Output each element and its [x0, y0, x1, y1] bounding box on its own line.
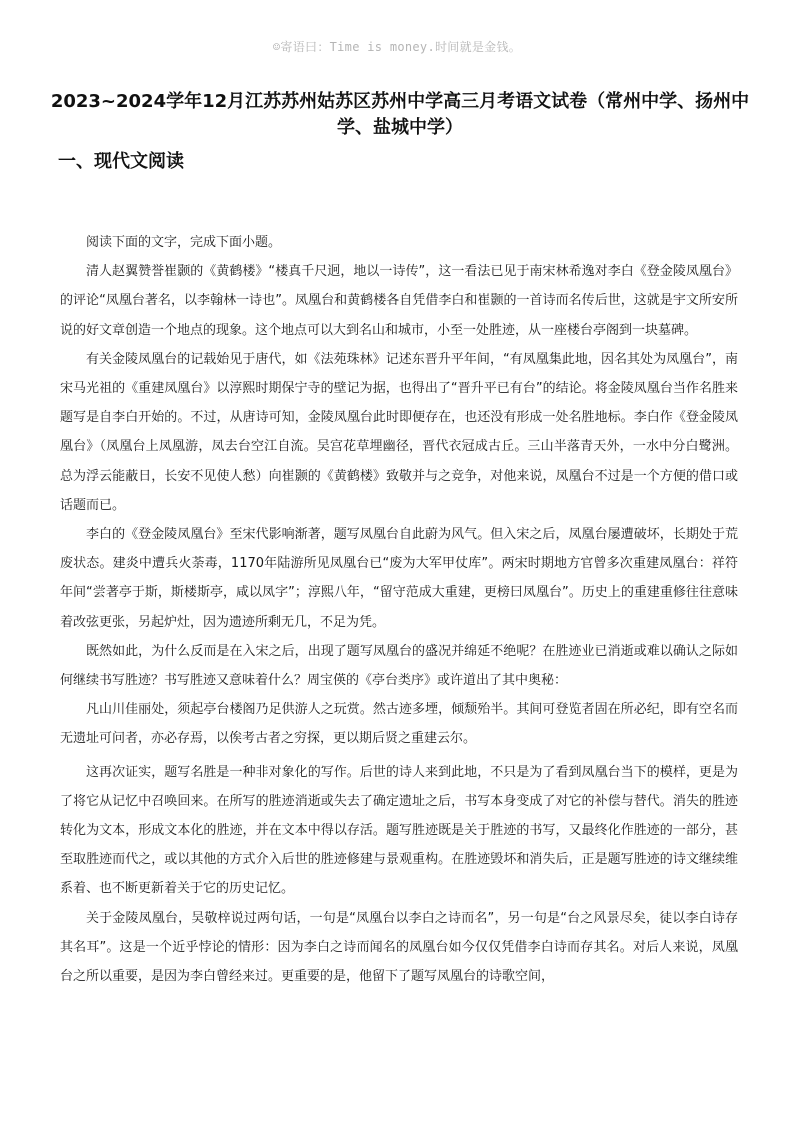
passage-instruction: 阅读下面的文字，完成下面小题。 [86, 235, 282, 250]
section-heading: 一、现代文阅读 [58, 151, 184, 172]
reading-passage [60, 228, 738, 991]
passage-paragraph: 李白的《登金陵凤凰台》至宋代影响渐著，题写凤凰台自此蔚为风气。但入宋之后，凤凰台屡遭破坏，长期处于荒废状态。建炎中遭兵火荼毒，1170年陆游所见凤凰台已“废为大军甲仗库”。两宋时期地方官曾多次重建凤凰台：祥符年间“尝著亭于斯，斯楼斯亭，咸以凤字”；淳熙八年，“留守范成大重建，更榜曰凤凰台”。历史上的重建重修往往意味着改弦更张，另起炉灶，因为遗迹所剩无几，不足为凭。 [60, 527, 738, 630]
header-motto: ☺寄语曰：Time is money.时间就是金钱。 [272, 40, 522, 54]
passage-paragraph: 有关金陵凤凰台的记载始见于唐代，如《法苑珠林》记述东晋升平年间，“有凤凰集此地，因名其处为凤凰台”，南宋马光祖的《重建凤凰台》以淳熙时期保宁寺的壁记为据，也得出了“晋升平已有台”的结论。将金陵凤凰台当作名胜来题写是自李白开始的。不过，从唐诗可知，金陵凤凰台此时即便存在，也还没有形成一处名胜地标。李白作《登金陵凤凰台》（凤凰台上凤凰游，凤去台空江自流。吴宫花草埋幽径，晋代衣冠成古丘。三山半落青天外，一水中分白鹭洲。总为浮云能蔽日，长安不见使人愁）向崔颢的《黄鹤楼》致敬并与之竞争，对他来说，凤凰台不过是一个方便的借口或话题而已。 [60, 351, 738, 513]
document-title: 2023~2024学年12月江苏苏州姑苏区苏州中学高三月考语文试卷（常州中学、扬州中学、盐城中学） [50, 91, 750, 138]
passage-paragraph: 既然如此，为什么反而是在入宋之后，出现了题写凤凰台的盛况并绵延不绝呢？在胜迹业已消逝或难以确认之际如何继续书写胜迹？书写胜迹又意味着什么？周宝偀的《亭台类序》或许道出了其中奥秘： [60, 643, 738, 689]
passage-quotation: 凡山川佳丽处，须起亭台楼阁乃足供游人之玩赏。然古迹多堙，倾颓殆半。其间可登览者固在所必纪，即有空名而无遗址可问者，亦必存焉，以俟考古者之穷探，更以期后贤之重建云尔。 [60, 702, 738, 747]
passage-paragraph: 清人赵翼赞誉崔颢的《黄鹤楼》“楼真千尺迥，地以一诗传”，这一看法已见于南宋林希逸对李白《登金陵凤凰台》的评论“凤凰台著名，以李翰林一诗也”。凤凰台和黄鹤楼各自凭借李白和崔颢的一首诗而名传后世，这就是宇文所安所说的好文章创造一个地点的现象。这个地点可以大到名山和城市，小至一处胜迹，从一座楼台亭阁到一块墓碑。 [60, 264, 738, 338]
passage-paragraph: 关于金陵凤凰台，吴敬梓说过两句话，一句是“凤凰台以李白之诗而名”，另一句是“台之风景尽矣，徒以李白诗存其名耳”。这是一个近乎悖论的情形：因为李白之诗而闻名的凤凰台如今仅仅凭借李白诗而存其名。对后人来说，凤凰台之所以重要，是因为李白曾经来过。更重要的是，他留下了题写凤凰台的诗歌空间， [60, 910, 738, 985]
passage-paragraph: 这再次证实，题写名胜是一种非对象化的写作。后世的诗人来到此地，不只是为了看到凤凰台当下的模样，更是为了将它从记忆中召唤回来。在所写的胜迹消逝或失去了确定遗址之后，书写本身变成了对它的补偿与替代。消失的胜迹转化为文本，形成文本化的胜迹，并在文本中得以存活。题写胜迹既是关于胜迹的书写，又最终化作胜迹的一部分，甚至取胜迹而代之，或以其他的方式介入后世的胜迹修建与景观重构。在胜迹毁坏和消失后，正是题写胜迹的诗文继续维系着、也不断更新着关于它的历史记忆。 [60, 764, 738, 897]
